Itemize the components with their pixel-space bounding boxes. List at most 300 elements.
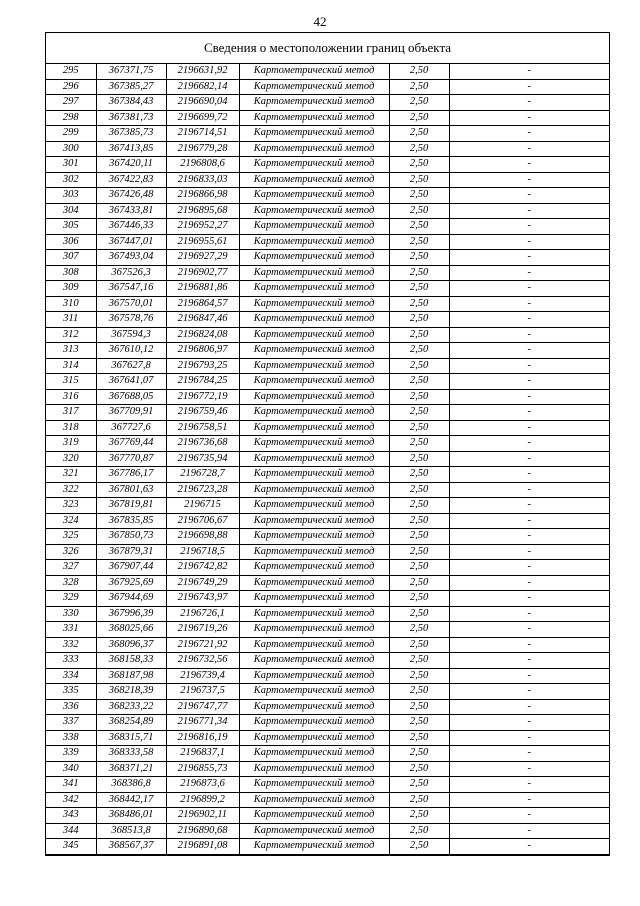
x-coordinate-cell: 368442,17: [96, 792, 166, 808]
method-cell: Картометрический метод: [239, 327, 389, 343]
method-cell: Картометрический метод: [239, 482, 389, 498]
x-coordinate-cell: 367944,69: [96, 591, 166, 607]
y-coordinate-cell: 2196873,6: [166, 777, 239, 793]
y-coordinate-cell: 2196890,68: [166, 823, 239, 839]
table-row: [46, 126, 609, 142]
accuracy-cell: 2,50: [389, 157, 449, 173]
table-row: [46, 451, 609, 467]
x-coordinate-cell: 368386,8: [96, 777, 166, 793]
accuracy-cell: 2,50: [389, 792, 449, 808]
y-coordinate-cell: 2196899,2: [166, 792, 239, 808]
point-number-cell: 324: [46, 513, 96, 529]
point-number-cell: 341: [46, 777, 96, 793]
table-row: [46, 358, 609, 374]
x-coordinate-cell: 368096,37: [96, 637, 166, 653]
method-cell: Картометрический метод: [239, 746, 389, 762]
accuracy-cell: 2,50: [389, 110, 449, 126]
table-row: [46, 296, 609, 312]
boundary-table-frame: [45, 32, 610, 856]
method-cell: Картометрический метод: [239, 606, 389, 622]
description-cell: -: [449, 544, 609, 560]
description-cell: -: [449, 265, 609, 281]
point-number-cell: 327: [46, 560, 96, 576]
method-cell: Картометрический метод: [239, 839, 389, 855]
description-cell: -: [449, 281, 609, 297]
method-cell: Картометрический метод: [239, 405, 389, 421]
point-number-cell: 309: [46, 281, 96, 297]
accuracy-cell: 2,50: [389, 451, 449, 467]
accuracy-cell: 2,50: [389, 126, 449, 142]
y-coordinate-cell: 2196902,11: [166, 808, 239, 824]
method-cell: Картометрический метод: [239, 668, 389, 684]
point-number-cell: 337: [46, 715, 96, 731]
table-row: [46, 95, 609, 111]
accuracy-cell: 2,50: [389, 374, 449, 390]
description-cell: -: [449, 606, 609, 622]
description-cell: -: [449, 420, 609, 436]
table-row: [46, 436, 609, 452]
description-cell: -: [449, 172, 609, 188]
description-cell: -: [449, 637, 609, 653]
accuracy-cell: 2,50: [389, 823, 449, 839]
x-coordinate-cell: 367420,11: [96, 157, 166, 173]
method-cell: Картометрический метод: [239, 64, 389, 79]
coordinates-table-body: [46, 64, 609, 854]
x-coordinate-cell: 367801,63: [96, 482, 166, 498]
description-cell: -: [449, 405, 609, 421]
y-coordinate-cell: 2196706,67: [166, 513, 239, 529]
point-number-cell: 342: [46, 792, 96, 808]
y-coordinate-cell: 2196735,94: [166, 451, 239, 467]
table-row: [46, 467, 609, 483]
description-cell: -: [449, 64, 609, 79]
table-row: [46, 622, 609, 638]
point-number-cell: 344: [46, 823, 96, 839]
method-cell: Картометрический метод: [239, 823, 389, 839]
x-coordinate-cell: 367371,75: [96, 64, 166, 79]
table-row: [46, 219, 609, 235]
method-cell: Картометрический метод: [239, 699, 389, 715]
method-cell: Картометрический метод: [239, 312, 389, 328]
x-coordinate-cell: 367688,05: [96, 389, 166, 405]
x-coordinate-cell: 367819,81: [96, 498, 166, 514]
description-cell: -: [449, 250, 609, 266]
table-row: [46, 234, 609, 250]
point-number-cell: 334: [46, 668, 96, 684]
method-cell: Картометрический метод: [239, 219, 389, 235]
x-coordinate-cell: 367385,27: [96, 79, 166, 95]
table-row: [46, 606, 609, 622]
method-cell: Картометрический метод: [239, 622, 389, 638]
x-coordinate-cell: 367850,73: [96, 529, 166, 545]
y-coordinate-cell: 2196891,08: [166, 839, 239, 855]
y-coordinate-cell: 2196726,1: [166, 606, 239, 622]
description-cell: -: [449, 668, 609, 684]
y-coordinate-cell: 2196721,92: [166, 637, 239, 653]
accuracy-cell: 2,50: [389, 746, 449, 762]
table-row: [46, 575, 609, 591]
x-coordinate-cell: 367610,12: [96, 343, 166, 359]
accuracy-cell: 2,50: [389, 761, 449, 777]
accuracy-cell: 2,50: [389, 436, 449, 452]
accuracy-cell: 2,50: [389, 668, 449, 684]
accuracy-cell: 2,50: [389, 203, 449, 219]
x-coordinate-cell: 367786,17: [96, 467, 166, 483]
y-coordinate-cell: 2196837,1: [166, 746, 239, 762]
method-cell: Картометрический метод: [239, 513, 389, 529]
accuracy-cell: 2,50: [389, 482, 449, 498]
point-number-cell: 302: [46, 172, 96, 188]
method-cell: Картометрический метод: [239, 343, 389, 359]
method-cell: Картометрический метод: [239, 451, 389, 467]
y-coordinate-cell: 2196736,68: [166, 436, 239, 452]
description-cell: -: [449, 777, 609, 793]
method-cell: Картометрический метод: [239, 761, 389, 777]
table-row: [46, 250, 609, 266]
point-number-cell: 322: [46, 482, 96, 498]
y-coordinate-cell: 2196808,6: [166, 157, 239, 173]
method-cell: Картометрический метод: [239, 684, 389, 700]
point-number-cell: 315: [46, 374, 96, 390]
y-coordinate-cell: 2196806,97: [166, 343, 239, 359]
description-cell: -: [449, 622, 609, 638]
accuracy-cell: 2,50: [389, 405, 449, 421]
accuracy-cell: 2,50: [389, 219, 449, 235]
y-coordinate-cell: 2196771,34: [166, 715, 239, 731]
table-row: [46, 420, 609, 436]
x-coordinate-cell: 367879,31: [96, 544, 166, 560]
description-cell: -: [449, 374, 609, 390]
accuracy-cell: 2,50: [389, 467, 449, 483]
table-row: [46, 777, 609, 793]
point-number-cell: 303: [46, 188, 96, 204]
description-cell: -: [449, 684, 609, 700]
table-row: [46, 730, 609, 746]
method-cell: Картометрический метод: [239, 203, 389, 219]
y-coordinate-cell: 2196698,88: [166, 529, 239, 545]
description-cell: -: [449, 312, 609, 328]
description-cell: -: [449, 498, 609, 514]
x-coordinate-cell: 367907,44: [96, 560, 166, 576]
table-row: [46, 405, 609, 421]
accuracy-cell: 2,50: [389, 839, 449, 855]
point-number-cell: 319: [46, 436, 96, 452]
method-cell: Картометрический метод: [239, 188, 389, 204]
method-cell: Картометрический метод: [239, 157, 389, 173]
y-coordinate-cell: 2196927,29: [166, 250, 239, 266]
table-row: [46, 668, 609, 684]
table-row: [46, 715, 609, 731]
x-coordinate-cell: 367709,91: [96, 405, 166, 421]
description-cell: -: [449, 389, 609, 405]
description-cell: -: [449, 467, 609, 483]
accuracy-cell: 2,50: [389, 544, 449, 560]
method-cell: Картометрический метод: [239, 281, 389, 297]
x-coordinate-cell: 368567,37: [96, 839, 166, 855]
point-number-cell: 331: [46, 622, 96, 638]
description-cell: -: [449, 560, 609, 576]
description-cell: -: [449, 482, 609, 498]
y-coordinate-cell: 2196855,73: [166, 761, 239, 777]
method-cell: Картометрический метод: [239, 637, 389, 653]
table-row: [46, 560, 609, 576]
x-coordinate-cell: 367446,33: [96, 219, 166, 235]
x-coordinate-cell: 367426,48: [96, 188, 166, 204]
point-number-cell: 313: [46, 343, 96, 359]
table-row: [46, 265, 609, 281]
y-coordinate-cell: 2196747,77: [166, 699, 239, 715]
x-coordinate-cell: 367547,16: [96, 281, 166, 297]
x-coordinate-cell: 368333,58: [96, 746, 166, 762]
x-coordinate-cell: 367996,39: [96, 606, 166, 622]
table-row: [46, 157, 609, 173]
x-coordinate-cell: 367578,76: [96, 312, 166, 328]
table-row: [46, 110, 609, 126]
x-coordinate-cell: 368371,21: [96, 761, 166, 777]
table-row: [46, 684, 609, 700]
point-number-cell: 326: [46, 544, 96, 560]
accuracy-cell: 2,50: [389, 389, 449, 405]
method-cell: Картометрический метод: [239, 715, 389, 731]
y-coordinate-cell: 2196864,57: [166, 296, 239, 312]
point-number-cell: 328: [46, 575, 96, 591]
description-cell: -: [449, 203, 609, 219]
y-coordinate-cell: 2196682,14: [166, 79, 239, 95]
y-coordinate-cell: 2196690,04: [166, 95, 239, 111]
method-cell: Картометрический метод: [239, 110, 389, 126]
y-coordinate-cell: 2196714,51: [166, 126, 239, 142]
description-cell: -: [449, 699, 609, 715]
table-row: [46, 203, 609, 219]
accuracy-cell: 2,50: [389, 343, 449, 359]
table-row: [46, 637, 609, 653]
point-number-cell: 316: [46, 389, 96, 405]
point-number-cell: 325: [46, 529, 96, 545]
description-cell: -: [449, 529, 609, 545]
x-coordinate-cell: 367835,85: [96, 513, 166, 529]
point-number-cell: 332: [46, 637, 96, 653]
y-coordinate-cell: 2196732,56: [166, 653, 239, 669]
method-cell: Картометрический метод: [239, 653, 389, 669]
coordinates-table: [46, 64, 609, 855]
description-cell: -: [449, 343, 609, 359]
accuracy-cell: 2,50: [389, 637, 449, 653]
point-number-cell: 307: [46, 250, 96, 266]
accuracy-cell: 2,50: [389, 622, 449, 638]
method-cell: Картометрический метод: [239, 792, 389, 808]
x-coordinate-cell: 367384,43: [96, 95, 166, 111]
page-number: 42: [313, 14, 327, 29]
x-coordinate-cell: 368486,01: [96, 808, 166, 824]
y-coordinate-cell: 2196742,82: [166, 560, 239, 576]
y-coordinate-cell: 2196824,08: [166, 327, 239, 343]
accuracy-cell: 2,50: [389, 172, 449, 188]
x-coordinate-cell: 367925,69: [96, 575, 166, 591]
x-coordinate-cell: 367769,44: [96, 436, 166, 452]
y-coordinate-cell: 2196866,98: [166, 188, 239, 204]
accuracy-cell: 2,50: [389, 79, 449, 95]
method-cell: Картометрический метод: [239, 250, 389, 266]
description-cell: -: [449, 823, 609, 839]
table-row: [46, 498, 609, 514]
y-coordinate-cell: 2196739,4: [166, 668, 239, 684]
description-cell: -: [449, 327, 609, 343]
y-coordinate-cell: 2196758,51: [166, 420, 239, 436]
x-coordinate-cell: 368254,89: [96, 715, 166, 731]
table-row: [46, 374, 609, 390]
method-cell: Картометрический метод: [239, 79, 389, 95]
accuracy-cell: 2,50: [389, 591, 449, 607]
x-coordinate-cell: 368187,98: [96, 668, 166, 684]
point-number-cell: 329: [46, 591, 96, 607]
table-row: [46, 699, 609, 715]
description-cell: -: [449, 126, 609, 142]
table-row: [46, 389, 609, 405]
description-cell: -: [449, 730, 609, 746]
accuracy-cell: 2,50: [389, 560, 449, 576]
point-number-cell: 306: [46, 234, 96, 250]
description-cell: -: [449, 513, 609, 529]
point-number-cell: 338: [46, 730, 96, 746]
point-number-cell: 339: [46, 746, 96, 762]
accuracy-cell: 2,50: [389, 575, 449, 591]
y-coordinate-cell: 2196895,68: [166, 203, 239, 219]
point-number-cell: 345: [46, 839, 96, 855]
table-row: [46, 823, 609, 839]
point-number-cell: 298: [46, 110, 96, 126]
y-coordinate-cell: 2196699,72: [166, 110, 239, 126]
accuracy-cell: 2,50: [389, 777, 449, 793]
accuracy-cell: 2,50: [389, 715, 449, 731]
x-coordinate-cell: 367570,01: [96, 296, 166, 312]
accuracy-cell: 2,50: [389, 606, 449, 622]
point-number-cell: 330: [46, 606, 96, 622]
description-cell: -: [449, 746, 609, 762]
x-coordinate-cell: 367493,04: [96, 250, 166, 266]
y-coordinate-cell: 2196881,86: [166, 281, 239, 297]
x-coordinate-cell: 368158,33: [96, 653, 166, 669]
table-row: [46, 327, 609, 343]
x-coordinate-cell: 367641,07: [96, 374, 166, 390]
method-cell: Картометрический метод: [239, 358, 389, 374]
table-row: [46, 64, 609, 79]
accuracy-cell: 2,50: [389, 420, 449, 436]
point-number-cell: 297: [46, 95, 96, 111]
accuracy-cell: 2,50: [389, 234, 449, 250]
y-coordinate-cell: 2196719,26: [166, 622, 239, 638]
accuracy-cell: 2,50: [389, 312, 449, 328]
y-coordinate-cell: 2196784,25: [166, 374, 239, 390]
accuracy-cell: 2,50: [389, 358, 449, 374]
point-number-cell: 296: [46, 79, 96, 95]
x-coordinate-cell: 367413,85: [96, 141, 166, 157]
table-row: [46, 312, 609, 328]
y-coordinate-cell: 2196759,46: [166, 405, 239, 421]
y-coordinate-cell: 2196743,97: [166, 591, 239, 607]
y-coordinate-cell: 2196728,7: [166, 467, 239, 483]
point-number-cell: 295: [46, 64, 96, 79]
method-cell: Картометрический метод: [239, 95, 389, 111]
description-cell: -: [449, 110, 609, 126]
point-number-cell: 312: [46, 327, 96, 343]
accuracy-cell: 2,50: [389, 296, 449, 312]
accuracy-cell: 2,50: [389, 684, 449, 700]
description-cell: -: [449, 436, 609, 452]
description-cell: -: [449, 296, 609, 312]
accuracy-cell: 2,50: [389, 95, 449, 111]
y-coordinate-cell: 2196847,46: [166, 312, 239, 328]
point-number-cell: 300: [46, 141, 96, 157]
description-cell: -: [449, 141, 609, 157]
y-coordinate-cell: 2196816,19: [166, 730, 239, 746]
x-coordinate-cell: 367526,3: [96, 265, 166, 281]
description-cell: -: [449, 219, 609, 235]
y-coordinate-cell: 2196952,27: [166, 219, 239, 235]
description-cell: -: [449, 79, 609, 95]
description-cell: -: [449, 451, 609, 467]
y-coordinate-cell: 2196779,28: [166, 141, 239, 157]
description-cell: -: [449, 761, 609, 777]
accuracy-cell: 2,50: [389, 513, 449, 529]
table-row: [46, 761, 609, 777]
method-cell: Картометрический метод: [239, 172, 389, 188]
point-number-cell: 340: [46, 761, 96, 777]
x-coordinate-cell: 367422,83: [96, 172, 166, 188]
description-cell: -: [449, 157, 609, 173]
x-coordinate-cell: 367381,73: [96, 110, 166, 126]
y-coordinate-cell: 2196737,5: [166, 684, 239, 700]
method-cell: Картометрический метод: [239, 591, 389, 607]
table-row: [46, 591, 609, 607]
table-row: [46, 653, 609, 669]
point-number-cell: 343: [46, 808, 96, 824]
y-coordinate-cell: 2196749,29: [166, 575, 239, 591]
y-coordinate-cell: 2196955,61: [166, 234, 239, 250]
description-cell: -: [449, 188, 609, 204]
y-coordinate-cell: 2196902,77: [166, 265, 239, 281]
point-number-cell: 314: [46, 358, 96, 374]
method-cell: Картометрический метод: [239, 529, 389, 545]
table-row: [46, 343, 609, 359]
table-row: [46, 141, 609, 157]
point-number-cell: 321: [46, 467, 96, 483]
table-row: [46, 839, 609, 855]
accuracy-cell: 2,50: [389, 141, 449, 157]
method-cell: Картометрический метод: [239, 575, 389, 591]
accuracy-cell: 2,50: [389, 64, 449, 79]
accuracy-cell: 2,50: [389, 653, 449, 669]
accuracy-cell: 2,50: [389, 327, 449, 343]
table-row: [46, 544, 609, 560]
x-coordinate-cell: 367447,01: [96, 234, 166, 250]
method-cell: Картометрический метод: [239, 436, 389, 452]
method-cell: Картометрический метод: [239, 234, 389, 250]
y-coordinate-cell: 2196833,03: [166, 172, 239, 188]
x-coordinate-cell: 368218,39: [96, 684, 166, 700]
table-row: [46, 281, 609, 297]
method-cell: Картометрический метод: [239, 389, 389, 405]
x-coordinate-cell: 368233,22: [96, 699, 166, 715]
accuracy-cell: 2,50: [389, 529, 449, 545]
point-number-cell: 311: [46, 312, 96, 328]
point-number-cell: 318: [46, 420, 96, 436]
description-cell: -: [449, 715, 609, 731]
method-cell: Картометрический метод: [239, 498, 389, 514]
method-cell: Картометрический метод: [239, 141, 389, 157]
x-coordinate-cell: 367770,87: [96, 451, 166, 467]
accuracy-cell: 2,50: [389, 730, 449, 746]
y-coordinate-cell: 2196723,28: [166, 482, 239, 498]
